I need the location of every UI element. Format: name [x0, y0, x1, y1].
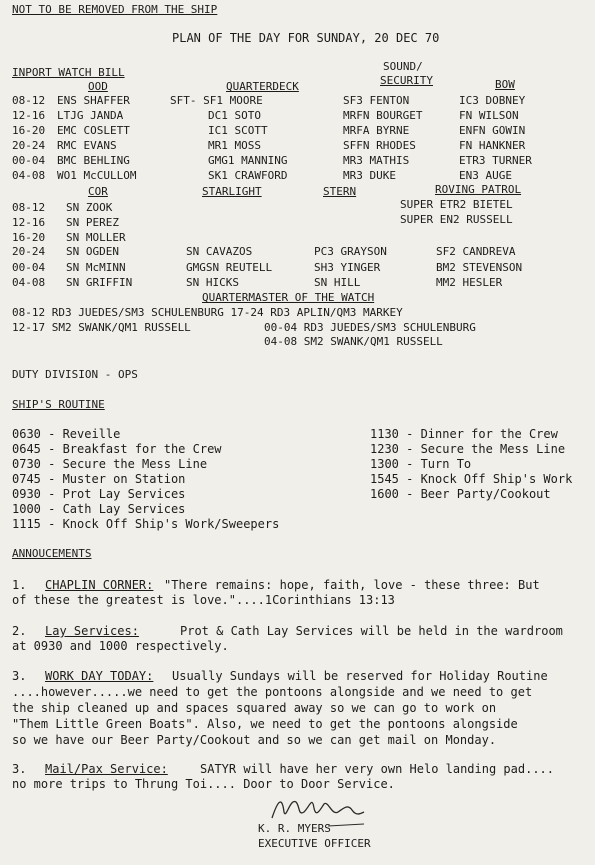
announcement-line: SATYR will have her very own Helo landing pad....	[200, 762, 555, 776]
starlight-entry: SN CAVAZOS	[186, 245, 253, 258]
announcement-number: 2.	[12, 624, 27, 638]
sound-security-entry: MR3 DUKE	[343, 169, 396, 182]
stern-entry: SH3 YINGER	[314, 261, 381, 274]
watch-time: 20-24	[12, 139, 46, 152]
starlight-entry: GMGSN REUTELL	[186, 261, 273, 274]
announcement-line: Prot & Cath Lay Services will be held in the wardroom	[180, 624, 563, 638]
routine-item: 1000 - Cath Lay Services	[12, 502, 186, 516]
announcement-label: Mail/Pax Service:	[45, 762, 168, 776]
routine-item: 0730 - Secure the Mess Line	[12, 457, 208, 471]
cor-entry: SN OGDEN	[66, 245, 119, 258]
announcement-number: 1.	[12, 578, 27, 592]
watch-time: 04-08	[12, 276, 46, 289]
starlight-entry: SN HICKS	[186, 276, 239, 289]
routine-item: 1230 - Secure the Mess Line	[370, 442, 566, 456]
quarterdeck-entry: MR1 MOSS	[208, 139, 261, 152]
quartermaster-line: 00-04 RD3 JUEDES/SM3 SCHULENBURG	[264, 321, 476, 334]
cor-header: COR	[88, 185, 108, 198]
routine-title: SHIP'S ROUTINE	[12, 398, 105, 411]
quartermaster-line: 12-17 SM2 SWANK/QM1 RUSSELL	[12, 321, 191, 334]
sound-security-entry: MRFA BYRNE	[343, 124, 410, 137]
ood-entry: LTJG JANDA	[57, 109, 124, 122]
bow-entry: EN3 AUGE	[459, 169, 512, 182]
stern-entry: SN HILL	[314, 276, 361, 289]
announcement-line: of these the greatest is love."....1Corinthians 13:13	[12, 593, 395, 607]
watch-time: 20-24	[12, 245, 46, 258]
announcement-number: 3.	[12, 762, 27, 776]
starlight-header: STARLIGHT	[202, 185, 262, 198]
ood-entry: RMC EVANS	[57, 139, 117, 152]
watch-time: 04-08	[12, 169, 46, 182]
announcement-line: the ship cleaned up and spaces squared away so we can go to work on	[12, 701, 497, 715]
ood-header: OOD	[88, 80, 108, 93]
quarterdeck-entry: SK1 CRAWFORD	[208, 169, 288, 182]
bow-entry: FN WILSON	[459, 109, 519, 122]
announcement-line: so we have our Beer Party/Cookout and so we can get mail on Monday.	[12, 733, 497, 747]
roving-entry: BM2 STEVENSON	[436, 261, 523, 274]
duty-division: DUTY DIVISION - OPS	[12, 368, 138, 381]
quarterdeck-entry: GMG1 MANNING	[208, 154, 288, 167]
stern-entry: PC3 GRAYSON	[314, 245, 387, 258]
cor-entry: SN MOLLER	[66, 231, 126, 244]
roving-super-1: SUPER ETR2 BIETEL	[400, 198, 513, 211]
sound-security-header-1: SOUND/	[383, 60, 423, 73]
quarterdeck-entry: SFT- SF1 MOORE	[170, 94, 263, 107]
announcement-number: 3.	[12, 669, 27, 683]
quartermaster-line: 08-12 RD3 JUEDES/SM3 SCHULENBURG 17-24 RD3 APLIN/QM3 MARKEY	[12, 306, 403, 319]
cor-entry: SN PEREZ	[66, 216, 119, 229]
watch-time: 12-16	[12, 109, 46, 122]
announcement-label: CHAPLIN CORNER:	[45, 578, 154, 592]
watch-time: 00-04	[12, 154, 46, 167]
announcement-line: "There remains: hope, faith, love - these three: But	[164, 578, 540, 592]
routine-item: 0645 - Breakfast for the Crew	[12, 442, 222, 456]
announcement-label: Lay Services:	[45, 624, 139, 638]
ood-entry: BMC BEHLING	[57, 154, 130, 167]
bow-header: BOW	[495, 78, 515, 91]
cor-entry: SN GRIFFIN	[66, 276, 133, 289]
roving-entry: SF2 CANDREVA	[436, 245, 516, 258]
bow-entry: IC3 DOBNEY	[459, 94, 526, 107]
routine-item: 1300 - Turn To	[370, 457, 472, 471]
routine-item: 0745 - Muster on Station	[12, 472, 186, 486]
ood-entry: WO1 McCULLOM	[57, 169, 137, 182]
announcement-line: "Them Little Green Boats". Also, we need to get the pontoons alongside	[12, 717, 518, 731]
routine-item: 1130 - Dinner for the Crew	[370, 427, 558, 441]
roving-entry: MM2 HESLER	[436, 276, 503, 289]
bow-entry: ENFN GOWIN	[459, 124, 526, 137]
quarterdeck-entry: IC1 SCOTT	[208, 124, 268, 137]
sound-security-entry: MR3 MATHIS	[343, 154, 410, 167]
sound-security-entry: SFFN RHODES	[343, 139, 416, 152]
quartermaster-line: 04-08 SM2 SWANK/QM1 RUSSELL	[264, 335, 443, 348]
not-removed-warning: NOT TO BE REMOVED FROM THE SHIP	[12, 3, 218, 16]
roving-super-2: SUPER EN2 RUSSELL	[400, 213, 513, 226]
sound-security-entry: MRFN BOURGET	[343, 109, 423, 122]
watch-bill-title: INPORT WATCH BILL	[12, 66, 125, 79]
routine-item: 1115 - Knock Off Ship's Work/Sweepers	[12, 517, 280, 531]
cor-entry: SN McMINN	[66, 261, 126, 274]
sound-security-entry: SF3 FENTON	[343, 94, 410, 107]
watch-time: 16-20	[12, 124, 46, 137]
signer-name: K. R. MYERS	[258, 822, 331, 835]
sound-security-header-2: SECURITY	[380, 74, 433, 87]
page-title: PLAN OF THE DAY FOR SUNDAY, 20 DEC 70	[172, 31, 440, 45]
routine-item: 1545 - Knock Off Ship's Work	[370, 472, 573, 486]
announcements-title: ANNOUCEMENTS	[12, 547, 92, 560]
watch-time: 12-16	[12, 216, 46, 229]
announcement-line: no more trips to Thrung Toi.... Door to Door Service.	[12, 777, 395, 791]
roving-patrol-header: ROVING PATROL	[435, 183, 522, 196]
bow-entry: FN HANKNER	[459, 139, 526, 152]
watch-time: 08-12	[12, 94, 46, 107]
watch-time: 00-04	[12, 261, 46, 274]
quarterdeck-header: QUARTERDECK	[226, 80, 299, 93]
ood-entry: EMC COSLETT	[57, 124, 130, 137]
routine-item: 0930 - Prot Lay Services	[12, 487, 186, 501]
announcement-line: ....however.....we need to get the pontoons alongside and we need to get	[12, 685, 533, 699]
ood-entry: ENS SHAFFER	[57, 94, 130, 107]
announcement-label: WORK DAY TODAY:	[45, 669, 154, 683]
bow-entry: ETR3 TURNER	[459, 154, 532, 167]
stern-header: STERN	[323, 185, 357, 198]
watch-time: 16-20	[12, 231, 46, 244]
quartermaster-header: QUARTERMASTER OF THE WATCH	[202, 291, 375, 304]
announcement-line: Usually Sundays will be reserved for Holiday Routine	[172, 669, 548, 683]
routine-item: 0630 - Reveille	[12, 427, 121, 441]
signer-title: EXECUTIVE OFFICER	[258, 837, 371, 850]
announcement-line: at 0930 and 1000 respectively.	[12, 639, 229, 653]
watch-time: 08-12	[12, 201, 46, 214]
quarterdeck-entry: DC1 SOTO	[208, 109, 261, 122]
routine-item: 1600 - Beer Party/Cookout	[370, 487, 551, 501]
cor-entry: SN ZOOK	[66, 201, 113, 214]
